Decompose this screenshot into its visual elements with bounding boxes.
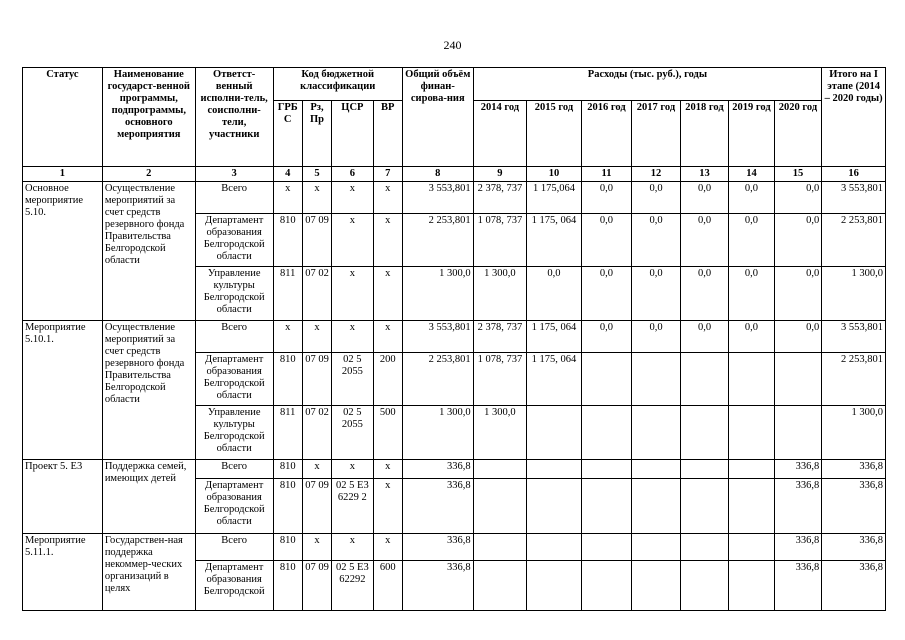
year-2014-cell: 1 300,0 — [473, 406, 527, 460]
year-2015-cell — [527, 561, 582, 611]
csr-cell: х — [332, 267, 373, 321]
header-total: Общий объём финан-сирова-ния — [402, 68, 473, 167]
header-name: Наименование государст-венной программы, подпрограммы, основного мероприятия — [102, 68, 195, 167]
year-2014-cell — [473, 561, 527, 611]
year-2016-cell — [581, 406, 632, 460]
stage-total-cell: 336,8 — [822, 561, 886, 611]
grbs-cell: 810 — [273, 353, 302, 406]
vr-cell: х — [373, 321, 402, 353]
grbs-cell: 811 — [273, 267, 302, 321]
responsible-cell: Всего — [195, 321, 273, 353]
year-2017-cell — [632, 353, 681, 406]
total-cell: 336,8 — [402, 460, 473, 479]
header-2014: 2014 год — [473, 101, 527, 167]
year-2019-cell: 0,0 — [729, 321, 774, 353]
vr-cell: х — [373, 460, 402, 479]
column-number-row — [23, 167, 886, 182]
vr-cell: х — [373, 534, 402, 561]
year-2016-cell — [581, 561, 632, 611]
header-2016: 2016 год — [581, 101, 632, 167]
total-cell: 2 253,801 — [402, 214, 473, 267]
total-cell: 3 553,801 — [402, 321, 473, 353]
year-2015-cell — [527, 406, 582, 460]
year-2019-cell: 0,0 — [729, 267, 774, 321]
year-2014-cell — [473, 460, 527, 479]
year-2015-cell: 1 175,064 — [527, 182, 582, 214]
year-2018-cell: 0,0 — [680, 267, 729, 321]
responsible-cell: Всего — [195, 460, 273, 479]
year-2019-cell — [729, 406, 774, 460]
header-responsible: Ответст-венный исполни-тель, соисполни-тели, участники — [195, 68, 273, 167]
year-2015-cell — [527, 479, 582, 534]
year-2018-cell — [680, 561, 729, 611]
column-number: 11 — [581, 167, 632, 182]
year-2015-cell: 0,0 — [527, 267, 582, 321]
stage-total-cell: 2 253,801 — [822, 353, 886, 406]
total-cell: 336,8 — [402, 561, 473, 611]
header-status: Статус — [23, 68, 103, 167]
year-2018-cell: 0,0 — [680, 214, 729, 267]
table-row — [23, 321, 886, 353]
table-body — [23, 182, 886, 611]
year-2016-cell: 0,0 — [581, 182, 632, 214]
header-vr: ВР — [373, 101, 402, 167]
year-2015-cell: 1 175, 064 — [527, 214, 582, 267]
year-2014-cell: 1 078, 737 — [473, 214, 527, 267]
header-2015: 2015 год — [527, 101, 582, 167]
stage-total-cell: 3 553,801 — [822, 321, 886, 353]
header-2017: 2017 год — [632, 101, 681, 167]
stage-total-cell: 3 553,801 — [822, 182, 886, 214]
year-2016-cell: 0,0 — [581, 321, 632, 353]
year-2017-cell: 0,0 — [632, 321, 681, 353]
rzpr-cell: х — [302, 321, 331, 353]
grbs-cell: 810 — [273, 534, 302, 561]
rzpr-cell: 07 02 — [302, 267, 331, 321]
csr-cell: 02 5 2055 — [332, 353, 373, 406]
year-2020-cell: 336,8 — [774, 479, 822, 534]
column-number: 7 — [373, 167, 402, 182]
header-row-1 — [23, 68, 886, 101]
year-2019-cell: 0,0 — [729, 182, 774, 214]
year-2019-cell — [729, 460, 774, 479]
year-2016-cell — [581, 479, 632, 534]
csr-cell: х — [332, 460, 373, 479]
year-2014-cell — [473, 534, 527, 561]
year-2018-cell — [680, 353, 729, 406]
header-2018: 2018 год — [680, 101, 729, 167]
name-cell: Осуществление мероприятий за счет средств резервного фонда Правительства Белгородской области — [102, 321, 195, 460]
total-cell: 336,8 — [402, 534, 473, 561]
csr-cell: х — [332, 321, 373, 353]
vr-cell: х — [373, 479, 402, 534]
grbs-cell: 810 — [273, 561, 302, 611]
csr-cell: 02 5 Е3 6229 2 — [332, 479, 373, 534]
header-rzpr: Рз, Пр — [302, 101, 331, 167]
name-cell: Государствен-ная поддержка некоммер-ческих организаций в целях — [102, 534, 195, 611]
status-cell: Мероприятие 5.10.1. — [23, 321, 103, 460]
header-grbs: ГРБ С — [273, 101, 302, 167]
total-cell: 1 300,0 — [402, 267, 473, 321]
name-cell: Осуществление мероприятий за счет средств резервного фонда Правительства Белгородской области — [102, 182, 195, 321]
total-cell: 3 553,801 — [402, 182, 473, 214]
column-number: 10 — [527, 167, 582, 182]
header-stage-total: Итого на I этапе (2014 – 2020 годы) — [822, 68, 886, 167]
column-number: 15 — [774, 167, 822, 182]
name-cell: Поддержка семей, имеющих детей — [102, 460, 195, 534]
table-row — [23, 534, 886, 561]
column-number: 12 — [632, 167, 681, 182]
year-2018-cell: 0,0 — [680, 182, 729, 214]
page-number: 240 — [443, 38, 462, 52]
vr-cell: х — [373, 267, 402, 321]
rzpr-cell: х — [302, 460, 331, 479]
table-row — [23, 182, 886, 214]
year-2017-cell: 0,0 — [632, 182, 681, 214]
rzpr-cell: 07 02 — [302, 406, 331, 460]
rzpr-cell: 07 09 — [302, 214, 331, 267]
year-2015-cell: 1 175, 064 — [527, 353, 582, 406]
rzpr-cell: х — [302, 534, 331, 561]
header-budget-code: Код бюджетной классификации — [273, 68, 402, 101]
responsible-cell: Департамент образования Белгородской области — [195, 479, 273, 534]
year-2020-cell — [774, 406, 822, 460]
csr-cell: х — [332, 214, 373, 267]
year-2014-cell — [473, 479, 527, 534]
header-csr: ЦСР — [332, 101, 373, 167]
year-2020-cell: 0,0 — [774, 214, 822, 267]
year-2018-cell — [680, 479, 729, 534]
stage-total-cell: 1 300,0 — [822, 267, 886, 321]
year-2019-cell — [729, 479, 774, 534]
year-2017-cell — [632, 406, 681, 460]
year-2020-cell: 336,8 — [774, 460, 822, 479]
vr-cell: 200 — [373, 353, 402, 406]
responsible-cell: Департамент образования Белгородской области — [195, 214, 273, 267]
status-cell: Мероприятие 5.11.1. — [23, 534, 103, 611]
responsible-cell: Департамент образования Белгородской области — [195, 353, 273, 406]
stage-total-cell: 336,8 — [822, 460, 886, 479]
column-number: 14 — [729, 167, 774, 182]
year-2018-cell — [680, 406, 729, 460]
column-number: 5 — [302, 167, 331, 182]
year-2017-cell — [632, 460, 681, 479]
year-2014-cell: 2 378, 737 — [473, 321, 527, 353]
year-2019-cell — [729, 353, 774, 406]
year-2017-cell — [632, 561, 681, 611]
table-row — [23, 460, 886, 479]
vr-cell: х — [373, 214, 402, 267]
year-2014-cell: 1 078, 737 — [473, 353, 527, 406]
year-2016-cell — [581, 460, 632, 479]
responsible-cell: Всего — [195, 534, 273, 561]
vr-cell: х — [373, 182, 402, 214]
column-number: 6 — [332, 167, 373, 182]
column-number: 16 — [822, 167, 886, 182]
vr-cell: 500 — [373, 406, 402, 460]
csr-cell: 02 5 2055 — [332, 406, 373, 460]
stage-total-cell: 336,8 — [822, 534, 886, 561]
year-2017-cell — [632, 479, 681, 534]
year-2014-cell: 1 300,0 — [473, 267, 527, 321]
stage-total-cell: 336,8 — [822, 479, 886, 534]
year-2019-cell — [729, 561, 774, 611]
year-2018-cell: 0,0 — [680, 321, 729, 353]
column-number: 8 — [402, 167, 473, 182]
total-cell: 1 300,0 — [402, 406, 473, 460]
rzpr-cell: х — [302, 182, 331, 214]
status-cell: Основное мероприятие 5.10. — [23, 182, 103, 321]
grbs-cell: х — [273, 182, 302, 214]
responsible-cell: Департамент образования Белгородской — [195, 561, 273, 611]
year-2014-cell: 2 378, 737 — [473, 182, 527, 214]
year-2015-cell — [527, 460, 582, 479]
column-number: 4 — [273, 167, 302, 182]
grbs-cell: 810 — [273, 460, 302, 479]
stage-total-cell: 1 300,0 — [822, 406, 886, 460]
grbs-cell: 811 — [273, 406, 302, 460]
column-number: 2 — [102, 167, 195, 182]
grbs-cell: х — [273, 321, 302, 353]
budget-table — [22, 67, 886, 611]
year-2020-cell — [774, 353, 822, 406]
year-2020-cell: 336,8 — [774, 561, 822, 611]
total-cell: 2 253,801 — [402, 353, 473, 406]
vr-cell: 600 — [373, 561, 402, 611]
year-2018-cell — [680, 460, 729, 479]
column-number: 1 — [23, 167, 103, 182]
csr-cell: 02 5 Е3 62292 — [332, 561, 373, 611]
year-2020-cell: 336,8 — [774, 534, 822, 561]
csr-cell: х — [332, 534, 373, 561]
grbs-cell: 810 — [273, 479, 302, 534]
responsible-cell: Управление культуры Белгородской области — [195, 267, 273, 321]
responsible-cell: Всего — [195, 182, 273, 214]
year-2017-cell — [632, 534, 681, 561]
header-expenses: Расходы (тыс. руб.), годы — [473, 68, 822, 101]
year-2019-cell: 0,0 — [729, 214, 774, 267]
year-2020-cell: 0,0 — [774, 182, 822, 214]
year-2017-cell: 0,0 — [632, 214, 681, 267]
csr-cell: х — [332, 182, 373, 214]
year-2018-cell — [680, 534, 729, 561]
column-number: 13 — [680, 167, 729, 182]
header-2020: 2020 год — [774, 101, 822, 167]
rzpr-cell: 07 09 — [302, 479, 331, 534]
column-number: 9 — [473, 167, 527, 182]
year-2017-cell: 0,0 — [632, 267, 681, 321]
grbs-cell: 810 — [273, 214, 302, 267]
year-2020-cell: 0,0 — [774, 321, 822, 353]
stage-total-cell: 2 253,801 — [822, 214, 886, 267]
status-cell: Проект 5. Е3 — [23, 460, 103, 534]
year-2015-cell — [527, 534, 582, 561]
year-2016-cell — [581, 534, 632, 561]
column-number: 3 — [195, 167, 273, 182]
year-2016-cell: 0,0 — [581, 214, 632, 267]
year-2016-cell — [581, 353, 632, 406]
year-2019-cell — [729, 534, 774, 561]
rzpr-cell: 07 09 — [302, 353, 331, 406]
header-2019: 2019 год — [729, 101, 774, 167]
year-2016-cell: 0,0 — [581, 267, 632, 321]
year-2015-cell: 1 175, 064 — [527, 321, 582, 353]
rzpr-cell: 07 09 — [302, 561, 331, 611]
total-cell: 336,8 — [402, 479, 473, 534]
year-2020-cell: 0,0 — [774, 267, 822, 321]
responsible-cell: Управление культуры Белгородской области — [195, 406, 273, 460]
